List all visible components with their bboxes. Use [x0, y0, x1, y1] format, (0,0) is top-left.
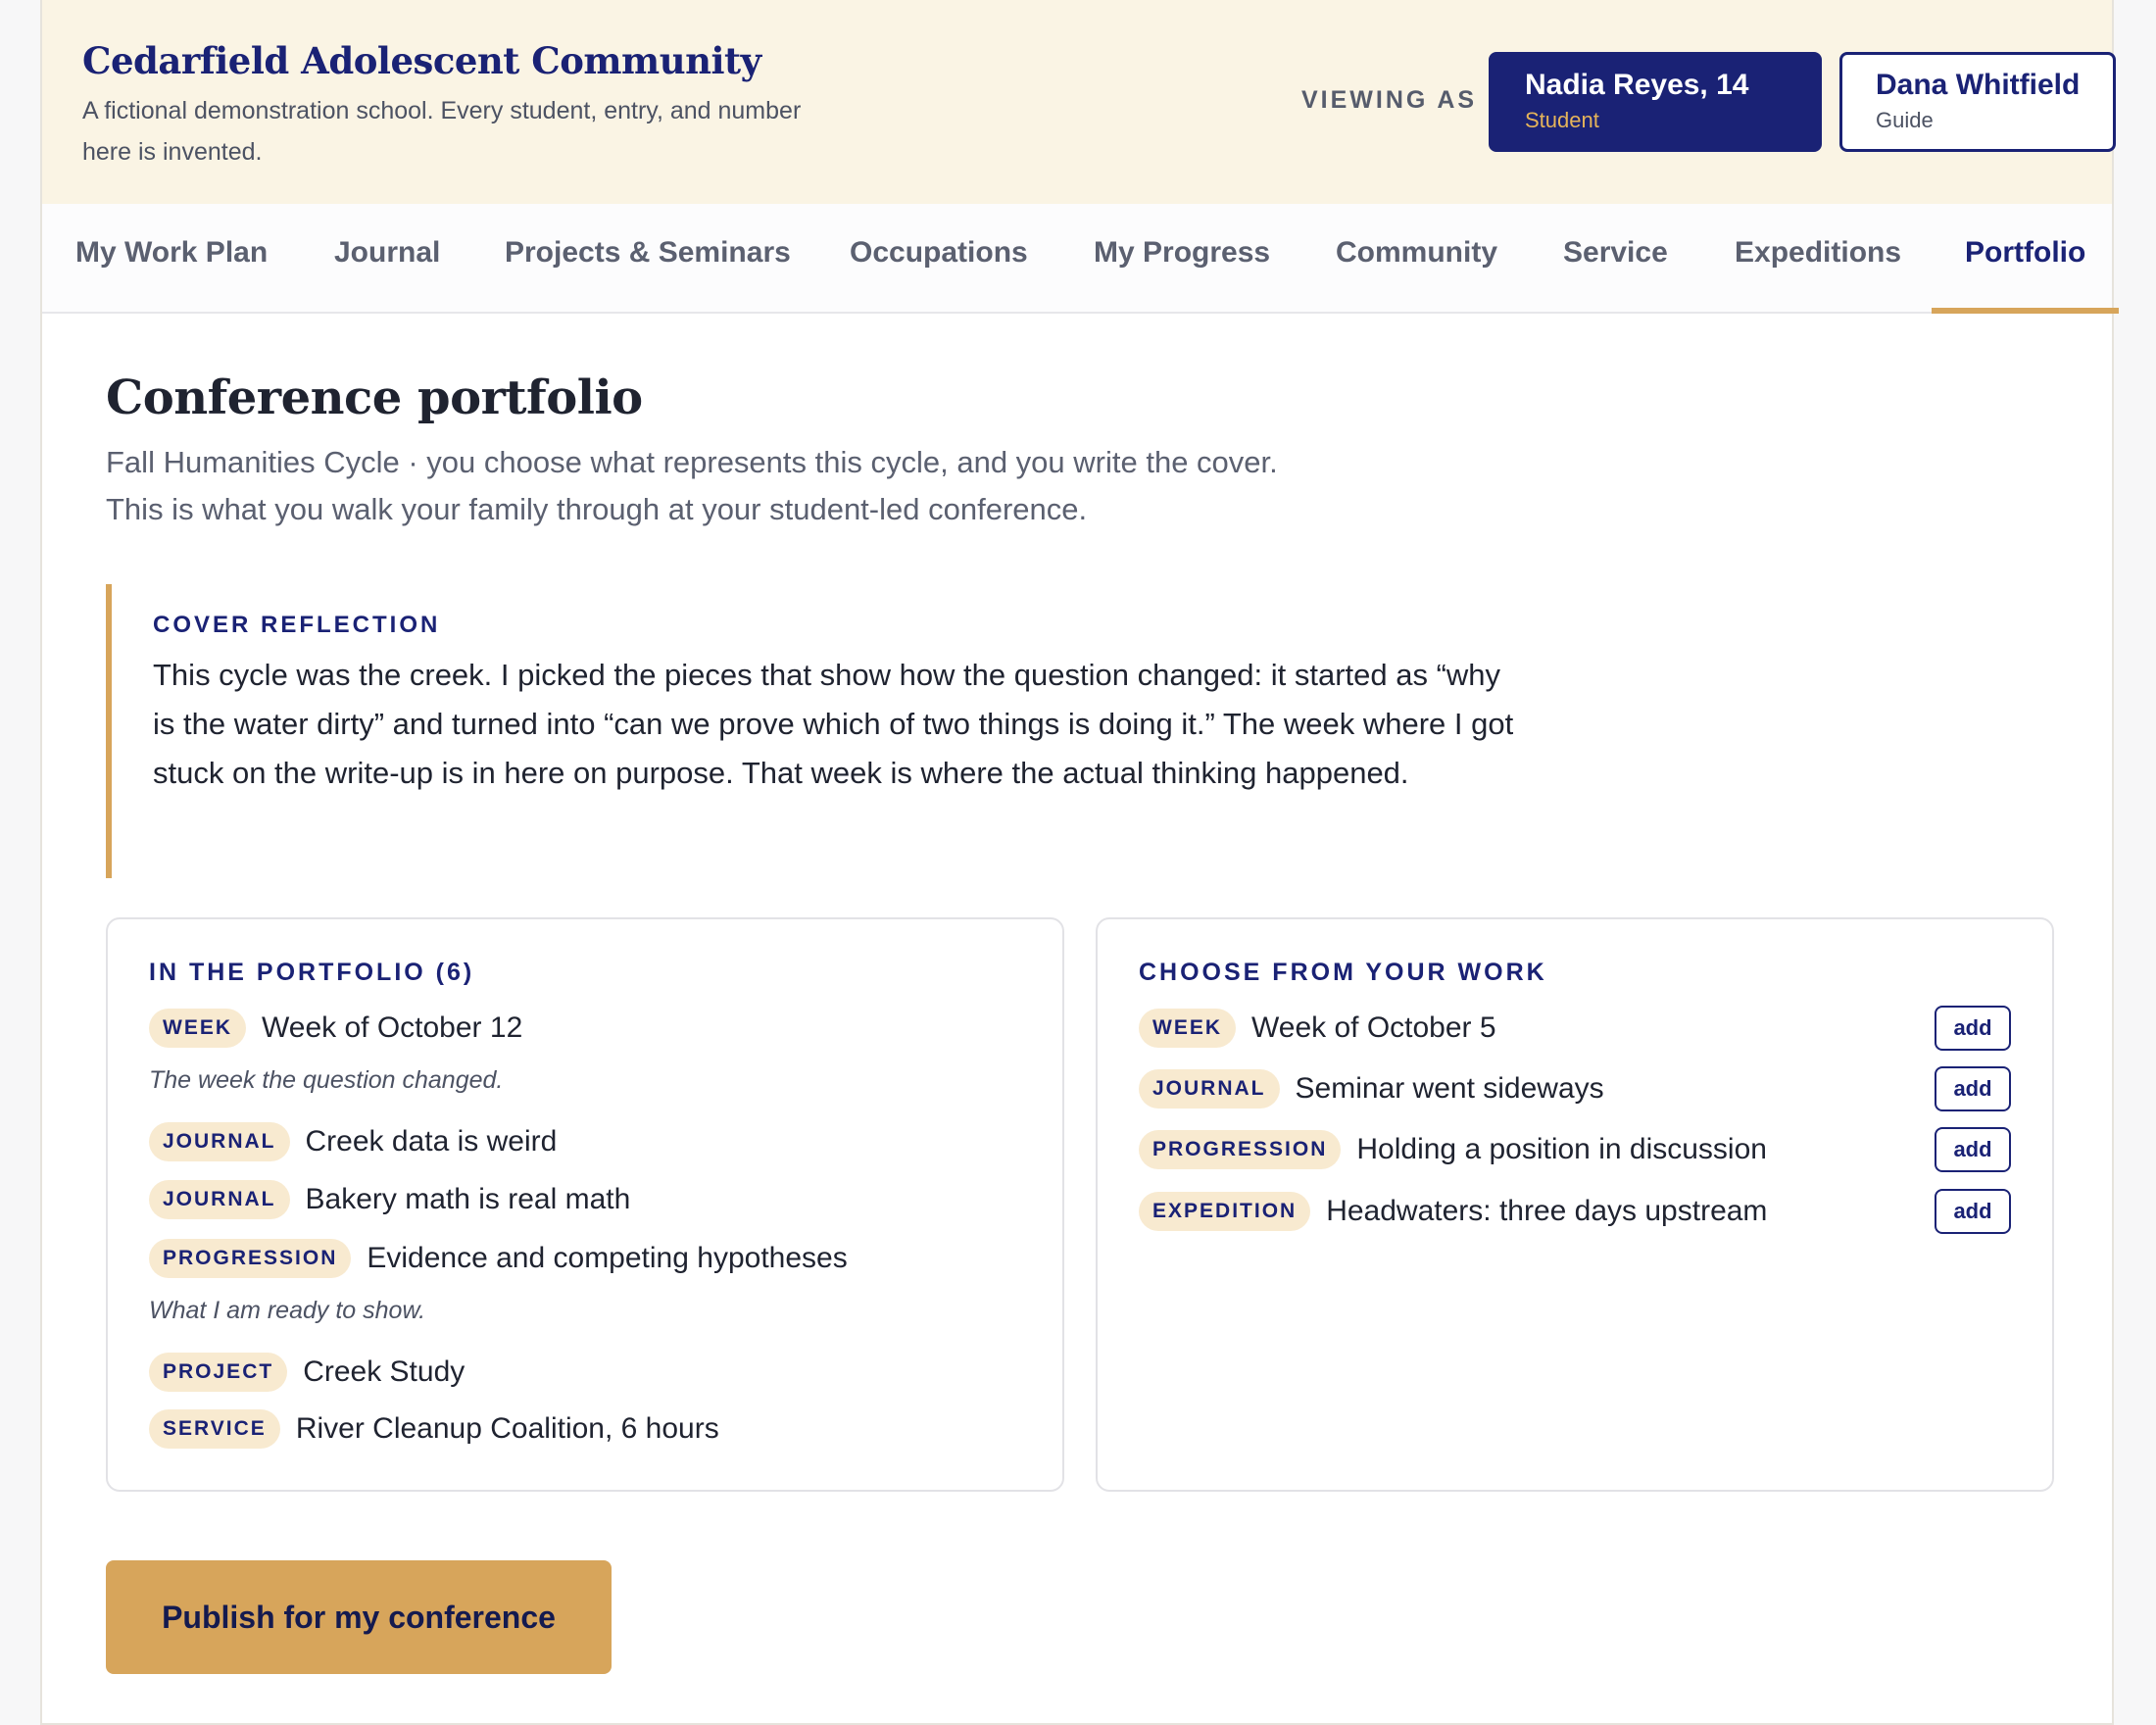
type-badge: EXPEDITION — [1139, 1192, 1310, 1231]
user-name: Nadia Reyes, 14 — [1525, 69, 1749, 101]
portfolio-item — [149, 1351, 465, 1394]
add-button[interactable]: add — [1935, 1127, 2011, 1172]
item-title: Seminar went sideways — [1295, 1072, 1604, 1105]
portfolio-panel — [106, 917, 1064, 1492]
type-badge: JOURNAL — [149, 1180, 290, 1219]
publish-button[interactable]: Publish for my conference — [106, 1560, 612, 1674]
tab-community[interactable]: Community — [1336, 236, 1497, 269]
viewing-as-label: VIEWING AS — [1301, 86, 1478, 114]
portfolio-item — [149, 1237, 848, 1280]
school-name: Cedarfield Adolescent Community — [82, 39, 761, 82]
add-button[interactable]: add — [1935, 1066, 2011, 1111]
portfolio-item — [149, 1007, 522, 1050]
item-title: Week of October 5 — [1251, 1011, 1496, 1044]
tab-expeditions[interactable]: Expeditions — [1735, 236, 1902, 269]
add-button[interactable]: add — [1935, 1189, 2011, 1234]
user-name: Dana Whitfield — [1876, 69, 2081, 101]
type-badge: SERVICE — [149, 1409, 280, 1449]
cover-reflection-text: This cycle was the creek. I picked the pieces that show how the question changed: it started as “why is the water dirty” and turned into “can we prove which of two things is doing it.” The week where I got stuck on the write-up is in here on purpose. That week is where the actual thinking happened. — [153, 658, 1514, 790]
main-nav — [42, 204, 2112, 314]
tab-occupations[interactable]: Occupations — [850, 236, 1028, 269]
work-item — [1139, 1007, 1496, 1050]
portfolio-item — [149, 1178, 630, 1221]
type-badge: JOURNAL — [1139, 1069, 1280, 1109]
item-title: Evidence and competing hypotheses — [367, 1242, 848, 1274]
header — [42, 0, 2112, 205]
tab-service[interactable]: Service — [1563, 236, 1668, 269]
work-item — [1139, 1067, 1604, 1110]
portfolio-item — [149, 1407, 719, 1451]
item-title: Holding a position in discussion — [1356, 1133, 1767, 1165]
item-note: What I am ready to show. — [149, 1297, 426, 1324]
tab-my-work-plan[interactable]: My Work Plan — [75, 236, 269, 269]
user-role: Student — [1525, 108, 1599, 132]
type-badge: WEEK — [149, 1009, 246, 1048]
item-title: Creek data is weird — [305, 1125, 558, 1158]
choose-work-panel — [1096, 917, 2054, 1492]
page-title: Conference portfolio — [106, 370, 643, 425]
item-title: Creek Study — [303, 1355, 466, 1388]
portfolio-item — [149, 1120, 557, 1163]
school-subtitle: A fictional demonstration school. Every student, entry, and number here is invented. — [82, 97, 802, 166]
type-badge: PROJECT — [149, 1353, 287, 1392]
add-button[interactable]: add — [1935, 1006, 2011, 1051]
tab-my-progress[interactable]: My Progress — [1094, 236, 1271, 269]
item-title: Week of October 12 — [262, 1011, 523, 1044]
tab-projects-seminars[interactable]: Projects & Seminars — [505, 236, 791, 269]
type-badge: PROGRESSION — [1139, 1130, 1341, 1169]
type-badge: WEEK — [1139, 1009, 1236, 1048]
item-title: Headwaters: three days upstream — [1326, 1195, 1768, 1227]
cover-reflection — [106, 584, 1537, 878]
item-title: River Cleanup Coalition, 6 hours — [295, 1412, 719, 1445]
user-switch-guide[interactable] — [1839, 52, 2116, 152]
tab-journal[interactable]: Journal — [334, 236, 441, 269]
type-badge: PROGRESSION — [149, 1239, 351, 1278]
user-role: Guide — [1876, 108, 1934, 132]
page-subtitle: Fall Humanities Cycle · you choose what represents this cycle, and you write the cover. This is what you walk your family through at your student-led conference. — [106, 445, 1278, 526]
choose-work-panel-title: CHOOSE FROM YOUR WORK — [1139, 959, 1547, 986]
cover-reflection-label: COVER REFLECTION — [153, 612, 441, 638]
tab-portfolio[interactable]: Portfolio — [1965, 204, 2085, 312]
app-frame — [40, 0, 2114, 1725]
portfolio-panel-title: IN THE PORTFOLIO (6) — [149, 959, 475, 986]
item-title: Bakery math is real math — [305, 1183, 631, 1215]
item-note: The week the question changed. — [149, 1066, 504, 1094]
work-item — [1139, 1190, 1767, 1233]
user-switch-student[interactable] — [1489, 52, 1822, 152]
type-badge: JOURNAL — [149, 1122, 290, 1161]
work-item — [1139, 1128, 1767, 1171]
